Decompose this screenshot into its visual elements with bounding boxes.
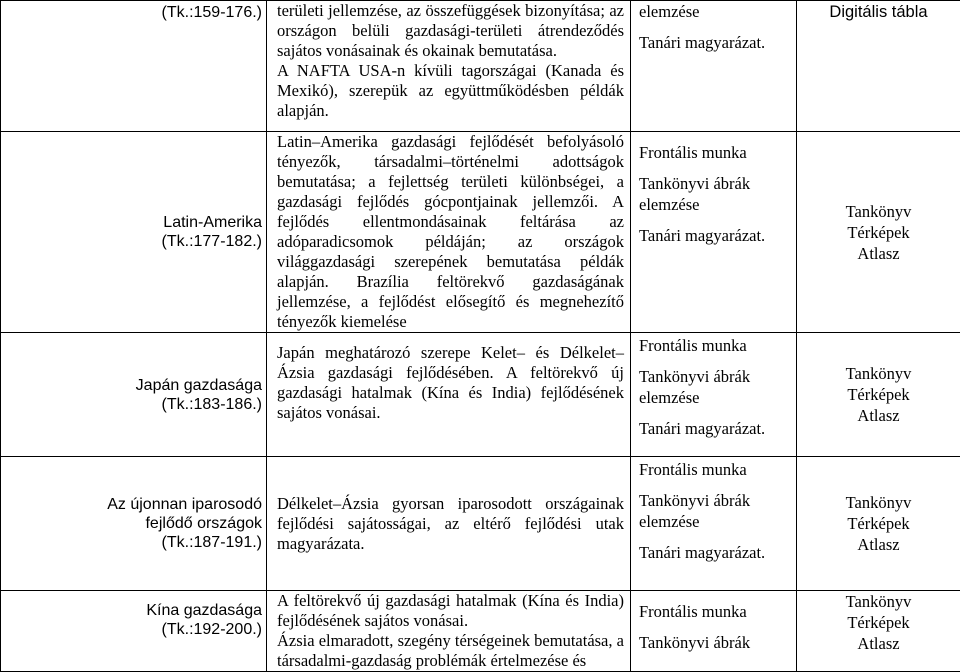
- topic-line: (Tk.:192-200.): [7, 620, 262, 639]
- tool-item: Atlasz: [803, 243, 954, 264]
- topic-line: (Tk.:183-186.): [7, 395, 262, 414]
- methods-cell: [631, 333, 797, 457]
- topic-line: Kína gazdasága: [7, 591, 262, 620]
- methods-cell: [631, 591, 797, 672]
- method-item: Frontális munka: [639, 457, 790, 480]
- method-item: Tanári magyarázat.: [639, 418, 790, 439]
- topic-line: Az újonnan iparosodó: [7, 495, 262, 514]
- tool-item: Tankönyv: [803, 363, 954, 384]
- tools-cell: [797, 132, 960, 333]
- table-row: [1, 1, 960, 132]
- content-cell: [267, 591, 631, 672]
- table-row: [1, 591, 960, 672]
- method-item: Tankönyvi ábrák: [639, 366, 790, 387]
- topic-line: (Tk.:177-182.): [7, 232, 262, 251]
- method-item: Frontális munka: [639, 591, 790, 622]
- methods-cell: [631, 457, 797, 591]
- table-row: [1, 333, 960, 457]
- method-item: elemzése: [639, 387, 790, 408]
- topic-cell: [1, 591, 267, 672]
- content-cell: [267, 1, 631, 132]
- content-paragraph: Délkelet–Ázsia gyorsan iparosodott országainak fejlődési sajátosságai, az eltérő fejlődési utak magyarázata.: [277, 494, 624, 554]
- method-item: elemzése: [639, 1, 790, 22]
- method-item: elemzése: [639, 511, 790, 532]
- topic-line: (Tk.:187-191.): [7, 533, 262, 552]
- method-item: elemzése: [639, 194, 790, 215]
- topic-cell: [1, 457, 267, 591]
- method-item: Tankönyvi ábrák: [639, 490, 790, 511]
- content-paragraph: területi jellemzése, az összefüggések bizonyítása; az országon belüli gazdasági-területi átrendeződés sajátos vonásainak és okainak bemutatása.: [277, 1, 624, 61]
- topic-cell: [1, 1, 267, 132]
- tools-cell: [797, 333, 960, 457]
- tool-item: Térképek: [803, 384, 954, 405]
- content-paragraph: Japán meghatározó szerepe Kelet– és Délkelet–Ázsia gazdasági fejlődésében. A feltörekvő új gazdasági hatalmak (Kína és India) fejlődésének sajátos vonásai.: [277, 343, 624, 423]
- tool-item: Tankönyv: [803, 492, 954, 513]
- tool-item: Atlasz: [803, 405, 954, 426]
- tool-item: Tankönyv: [803, 591, 954, 612]
- topic-line: Latin-Amerika: [7, 213, 262, 232]
- content-cell: [267, 333, 631, 457]
- topic-line: (Tk.:159-176.): [7, 1, 262, 22]
- topic-line: fejlődő országok: [7, 514, 262, 533]
- content-cell: [267, 132, 631, 333]
- tools-cell: [797, 591, 960, 672]
- method-item: Tankönyvi ábrák: [639, 173, 790, 194]
- table-row: [1, 457, 960, 591]
- methods-cell: [631, 132, 797, 333]
- content-paragraph: A feltörekvő új gazdasági hatalmak (Kína és India) fejlődésének sajátos vonásai.: [277, 591, 624, 631]
- content-cell: [267, 457, 631, 591]
- tools-cell: [797, 1, 960, 132]
- topic-cell: [1, 132, 267, 333]
- content-paragraph: A NAFTA USA-n kívüli tagországai (Kanada és Mexikó), szerepük az együttműködésben példák alapján.: [277, 61, 624, 121]
- methods-cell: [631, 1, 797, 132]
- tool-item: Tankönyv: [803, 201, 954, 222]
- method-item: Frontális munka: [639, 333, 790, 356]
- method-item: Tanári magyarázat.: [639, 542, 790, 563]
- content-paragraph: Ázsia elmaradott, szegény térségeinek bemutatása, a társadalmi-gazdaság problémák értelmezése és: [277, 631, 624, 671]
- method-item: Tanári magyarázat.: [639, 225, 790, 246]
- tool-item: Térképek: [803, 612, 954, 633]
- tool-item: Digitális tábla: [803, 1, 954, 23]
- table-row: [1, 132, 960, 333]
- tool-item: Atlasz: [803, 633, 954, 654]
- method-item: Tanári magyarázat.: [639, 32, 790, 53]
- tools-cell: [797, 457, 960, 591]
- method-item: Tankönyvi ábrák: [639, 632, 790, 653]
- tool-item: Térképek: [803, 222, 954, 243]
- content-paragraph: Latin–Amerika gazdasági fejlődését befolyásoló tényezők, társadalmi–történelmi adottságok bemutatása; a fejlettség területi különbségei, a gazdasági fejlődés gócpontjainak jellemzői. A fejlődés ellentmondásainak feltárása az adóparadicsomok példáján; az országok világgazdasági szerepének bemutatása példák alapján. Brazília feltörekvő gazdaságának jellemzése, a fejlődést elősegítő és megnehezítő tényezők kiemelése: [277, 132, 624, 332]
- tool-item: Atlasz: [803, 534, 954, 555]
- tool-item: Térképek: [803, 513, 954, 534]
- topic-cell: [1, 333, 267, 457]
- method-item: Frontális munka: [639, 142, 790, 163]
- topic-line: Japán gazdasága: [7, 376, 262, 395]
